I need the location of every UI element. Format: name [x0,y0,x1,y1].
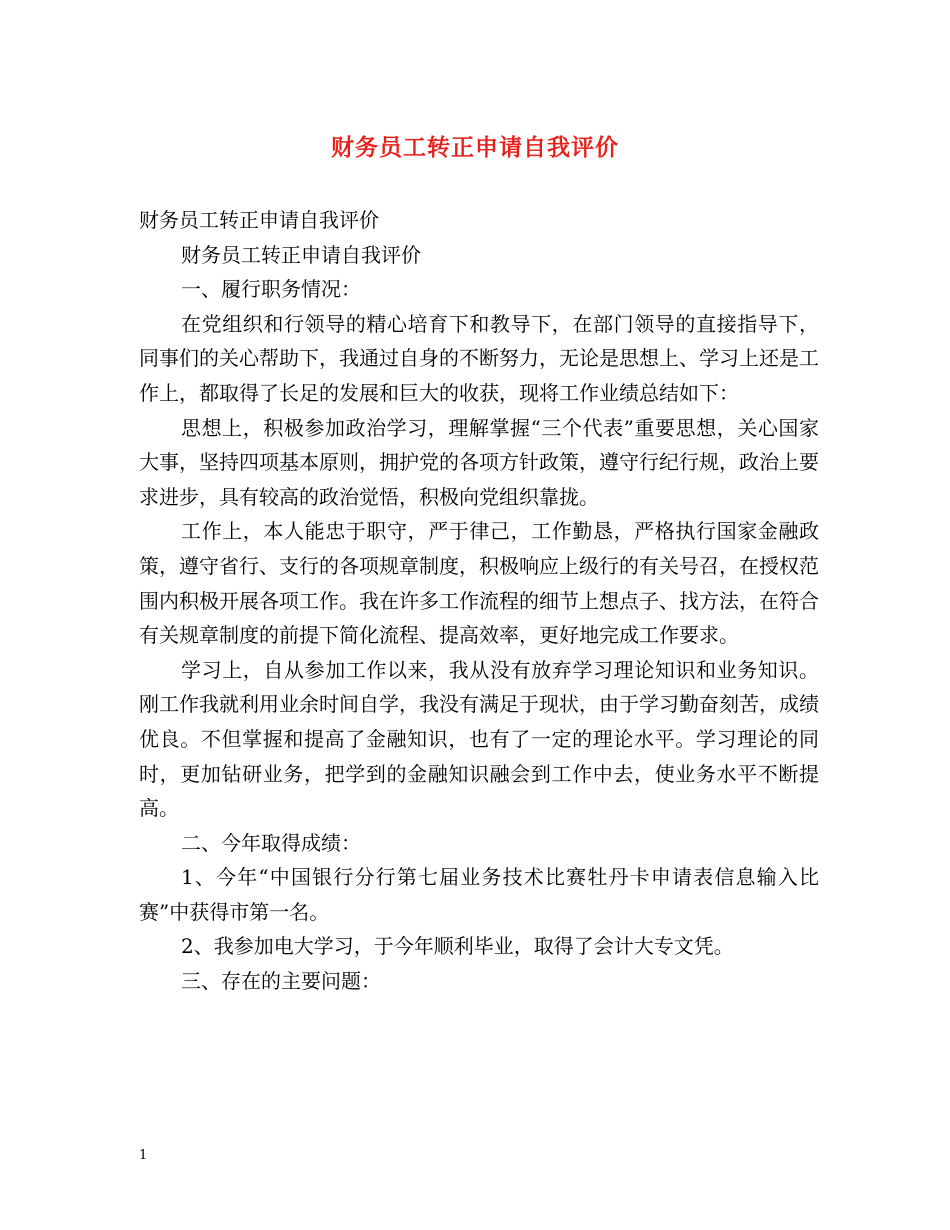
paragraph-subheading: 财务员工转正申请自我评价 [181,242,421,267]
section-heading-achievements: 二、今年取得成绩： [181,830,361,855]
section-heading-duties: 一、履行职务情况： [181,277,361,302]
paragraph-work: 工作上，本人能忠于职守，严于律己，工作勤恳，严格执行国家金融政策，遵守省行、支行的各项规章制度，积极响应上级行的有关号召，在授权范围内积极开展各项工作。我在许多工作流程的细节上想点子、找方法，在符合有关规章制度的前提下简化流程、提高效率，更好地完成工作要求。 [139,519,819,648]
paragraph-study: 学习上，自从参加工作以来，我从没有放弃学习理论知识和业务知识。刚工作我就利用业余时间自学，我没有满足于现状，由于学习勤奋刻苦，成绩优良。不但掌握和提高了金融知识，也有了一定的理论水平。学习理论的同时，更加钻研业务，把学到的金融知识融会到工作中去，使业务水平不断提高。 [139,657,819,821]
achievement-item-1: 1、今年“中国银行分行第七届业务技术比赛牡丹卡申请表信息输入比赛”中获得市第一名。 [139,865,819,924]
paragraph-thought: 思想上，积极参加政治学习，理解掌握“三个代表”重要思想，关心国家大事，坚持四项基本原则，拥护党的各项方针政策，遵守行纪行规，政治上要求进步，具有较高的政治觉悟，积极向党组织靠拢。 [139,415,819,509]
achievement-item-2: 2、我参加电大学习，于今年顺利毕业，取得了会计大专文凭。 [181,934,734,959]
page-number: 1 [139,1148,148,1163]
paragraph-intro: 在党组织和行领导的精心培育下和教导下，在部门领导的直接指导下，同事们的关心帮助下，我通过自身的不断努力，无论是思想上、学习上还是工作上，都取得了长足的发展和巨大的收获，现将工作业绩总结如下： [139,311,819,405]
document-body [139,203,819,999]
document-title: 财务员工转正申请自我评价 [331,134,619,161]
paragraph-heading: 财务员工转正申请自我评价 [139,208,379,232]
section-heading-problems: 三、存在的主要问题： [181,969,381,994]
